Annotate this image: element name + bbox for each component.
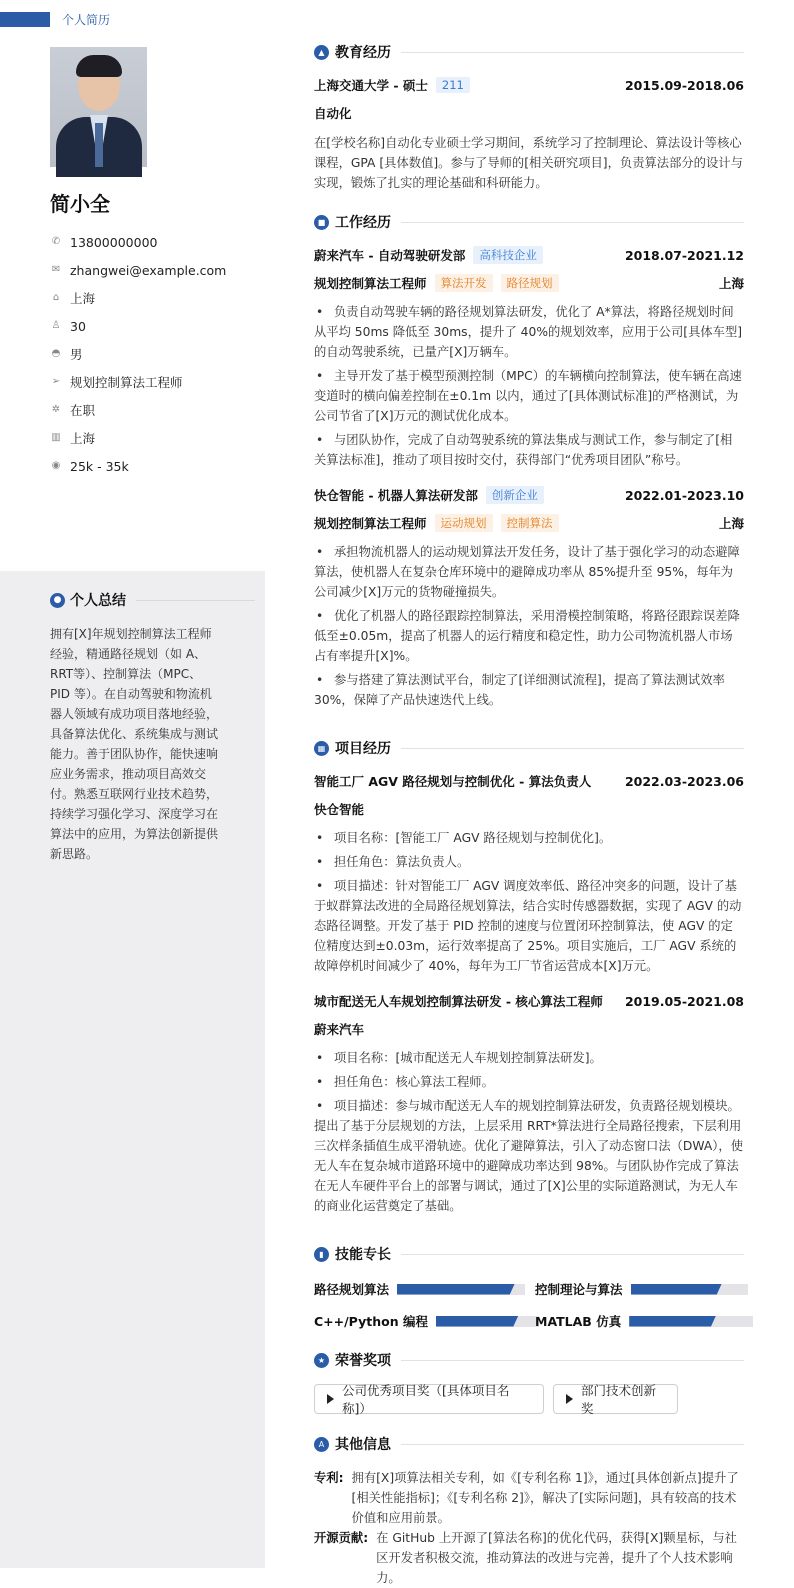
education-desc: 在[学校名称]自动化专业硕士学习期间，系统学习了控制理论、算法设计等核心课程，GPA [具体数值]。参与了导师的[相关研究项目]，负责算法部分的设计与实现，锻炼了扎实的理论基础和科研能力。 [314, 136, 743, 190]
education-dates: 2015.09-2018.06 [624, 77, 744, 93]
awards-heading: ★ 荣誉奖项 [314, 1350, 744, 1370]
user-icon: ● [50, 593, 65, 608]
briefcase-icon: ■ [314, 215, 329, 230]
age-icon: ♙ [51, 320, 61, 331]
list-item: • 项目名称：[智能工厂 AGV 路径规划与控制优化]。 [314, 828, 744, 848]
skill-bar [631, 1284, 748, 1295]
info-icon: A [314, 1437, 329, 1452]
project-header [314, 772, 744, 790]
skill-bar-fill [436, 1316, 518, 1327]
list-item: • 项目名称：[城市配送无人车规划控制算法研发]。 [314, 1048, 744, 1068]
contact-gender: ◓ 男 [51, 347, 83, 362]
divider [401, 1360, 744, 1361]
other-key: 专利: [314, 1471, 344, 1485]
list-item: • 担任角色：算法负责人。 [314, 852, 744, 872]
job-dates: 2022.01-2023.10 [624, 487, 744, 503]
company-name: 蔚来汽车 - 自动驾驶研发部 [314, 248, 466, 263]
skill-bar-fill [631, 1284, 722, 1295]
school-name: 上海交通大学 - 硕士 [314, 78, 428, 93]
list-item: • 负责自动驾驶车辆的路径规划算法研发，优化了 A*算法，将路径规划时间从平均 50ms 降低至 30ms，提升了 40%的规划效率，应用于公司[具体车型]的自动驾驶系统，已量产[X]万辆车。 [314, 302, 744, 362]
contact-salary: ◉ 25k - 35k [51, 458, 129, 474]
other-item [314, 1468, 744, 1528]
contact-list [50, 228, 260, 480]
contact-position: ➢ 规划控制算法工程师 [51, 375, 183, 390]
play-icon [327, 1394, 334, 1404]
list-item: • 与团队协作，完成了自动驾驶系统的算法集成与测试工作，参与制定了[相关算法标准]，推动了项目按时交付，获得部门“优秀项目团队”称号。 [314, 430, 744, 470]
project-company: 蔚来汽车 [314, 1022, 365, 1037]
gender-icon: ◓ [51, 348, 61, 359]
job-role-row [314, 514, 744, 532]
skill-name: 路径规划算法 [314, 1282, 390, 1297]
skill-bar-fill [629, 1316, 716, 1327]
other-heading: A 其他信息 [314, 1434, 744, 1454]
skill-name: MATLAB 仿真 [535, 1314, 622, 1329]
major-row [314, 104, 744, 122]
job-city: 上海 [718, 276, 744, 291]
education-heading: ▲ 教育经历 [314, 42, 744, 62]
skill-bar-fill [397, 1284, 515, 1295]
skill-item [535, 1280, 748, 1298]
other-value: 拥有[X]项算法相关专利，如《[专利名称 1]》，通过[具体创新点]提升了[相关性能指标]；《[专利名称 2]》，解决了[实际问题]，具有较高的技术价值和应用前景。 [351, 1471, 739, 1525]
send-icon: ➢ [51, 376, 61, 387]
skill-item [535, 1312, 753, 1330]
play-icon [566, 1394, 573, 1404]
contact-age: ♙ 30 [51, 318, 86, 334]
award-item: 部门技术创新奖 [553, 1384, 678, 1414]
job-role: 规划控制算法工程师 [314, 276, 427, 291]
resume-tag [0, 12, 110, 27]
project-dates: 2022.03-2023.06 [624, 773, 744, 789]
education-row [314, 76, 744, 94]
mail-icon: ✉ [51, 264, 61, 275]
list-item: • 担任角色：核心算法工程师。 [314, 1072, 744, 1092]
contact-phone: ✆ 13800000000 [51, 234, 158, 250]
skill-tag: 算法开发 [435, 274, 493, 292]
skill-name: C++/Python 编程 [314, 1314, 428, 1329]
list-item: • 主导开发了基于模型预测控制（MPC）的车辆横向控制算法，使车辆在高速变道时的横向偏差控制在±0.1m 以内，通过了[具体测试标准]的严格测试，为公司节省了[X]万元的测试优化成本。 [314, 366, 744, 426]
other-item [314, 1528, 744, 1588]
divider [401, 748, 744, 749]
salary-icon: ◉ [51, 460, 61, 471]
grid-icon: ▦ [314, 741, 329, 756]
company-name: 快仓智能 - 机器人算法研发部 [314, 488, 478, 503]
resume-tag-label: 个人简历 [62, 13, 111, 27]
avatar [50, 47, 147, 167]
divider [136, 600, 255, 601]
list-item: • 优化了机器人的路径跟踪控制算法，采用滑模控制策略，将路径跟踪误差降低至±0.05m，提高了机器人的运行精度和稳定性，助力公司物流机器人市场占有率提升[X]%。 [314, 606, 744, 666]
project-company-row [314, 1020, 744, 1038]
company-badge: 高科技企业 [473, 246, 543, 264]
bar-chart-icon: ▮ [314, 1247, 329, 1262]
skill-bar [629, 1316, 753, 1327]
divider [401, 1444, 744, 1445]
project-name: 城市配送无人车规划控制算法研发 - 核心算法工程师 [314, 994, 603, 1009]
work-heading: ■ 工作经历 [314, 212, 744, 232]
skill-tag: 路径规划 [501, 274, 559, 292]
contact-email: ✉ zhangwei@example.com [51, 262, 227, 278]
skills-heading: ▮ 技能专长 [314, 1244, 744, 1264]
tag-bar [0, 12, 50, 27]
divider [401, 222, 744, 223]
award-icon: ★ [314, 1353, 329, 1368]
skill-name: 控制理论与算法 [535, 1282, 623, 1297]
divider [401, 52, 744, 53]
skill-item [314, 1280, 525, 1298]
skill-tag: 控制算法 [501, 514, 559, 532]
project-header [314, 992, 744, 1010]
skill-bar [436, 1316, 539, 1327]
divider [401, 1254, 744, 1255]
graduation-cap-icon: ▲ [314, 45, 329, 60]
home-icon: ⌂ [52, 292, 60, 303]
projects-heading: ▦ 项目经历 [314, 738, 744, 758]
project-name: 智能工厂 AGV 路径规划与控制优化 - 算法负责人 [314, 774, 592, 789]
job-header [314, 486, 744, 504]
job-role-row [314, 274, 744, 292]
list-item: • 项目描述：参与城市配送无人车的规划控制算法研发，负责路径规划模块。提出了基于分层规划的方法，上层采用 RRT*算法进行全局路径搜索，下层利用三次样条插值生成平滑轨迹。优化了避障算法，引入了动态窗口法（DWA），使无人车在复杂城市道路环境中的避障成功率达到 98%。与团队协作完成了算法在无人车硬件平台上的部署与调试，通过了[X]公里的实际道路测试，为无人车的商业化运营奠定了基础。 [314, 1096, 744, 1216]
summary-text: 拥有[X]年规划控制算法工程师经验，精通路径规划（如 A、RRT等）、控制算法（MPC、PID 等）。在自动驾驶和物流机器人领域有成功项目落地经验，具备算法优化、系统集成与测试能力。善于团队协作，能快速响应业务需求，推动项目高效交付。熟悉互联网行业技术趋势，持续学习强化学习、深度学习在算法中的应用，为算法创新提供新思路。 [50, 627, 219, 861]
company-badge: 创新企业 [486, 486, 544, 504]
job-dates: 2018.07-2021.12 [624, 247, 744, 263]
summary-heading: ● 个人总结 [50, 590, 255, 610]
contact-home: ⌂ 上海 [50, 284, 260, 312]
project-dates: 2019.05-2021.08 [624, 993, 744, 1009]
project-company-row [314, 800, 744, 818]
skill-bar [397, 1284, 525, 1295]
building-icon: ▥ [51, 432, 61, 443]
award-item: 公司优秀项目奖（[具体项目名称]） [314, 1384, 544, 1414]
job-city: 上海 [718, 516, 744, 531]
major: 自动化 [314, 106, 352, 121]
project-company: 快仓智能 [314, 802, 365, 817]
status-icon: ✲ [51, 404, 61, 415]
job-header [314, 246, 744, 264]
skill-item [314, 1312, 539, 1330]
contact-city: ▥ 上海 [51, 431, 96, 446]
job-role: 规划控制算法工程师 [314, 516, 427, 531]
school-badge: 211 [436, 77, 470, 93]
list-item: • 承担物流机器人的运动规划算法开发任务，设计了基于强化学习的动态避障算法，使机器人在复杂仓库环境中的避障成功率从 85%提升至 95%，每年为公司减少[X]万元的货物碰撞损失。 [314, 542, 744, 602]
other-key: 开源贡献: [314, 1531, 369, 1545]
phone-icon: ✆ [51, 236, 61, 247]
other-value: 在 GitHub 上开源了[算法名称]的优化代码，获得[X]颗星标，与社区开发者积极交流，推动算法的改进与完善，提升了个人技术影响力。 [376, 1531, 737, 1585]
skill-tag: 运动规划 [435, 514, 493, 532]
contact-status: ✲ 在职 [51, 403, 96, 418]
list-item: • 参与搭建了算法测试平台，制定了[详细测试流程]，提高了算法测试效率 30%，保障了产品快速迭代上线。 [314, 670, 744, 710]
profile-name: 简小全 [50, 192, 110, 216]
list-item: • 项目描述：针对智能工厂 AGV 调度效率低、路径冲突多的问题，设计了基于蚁群算法改进的全局路径规划算法，结合实时传感器数据，实现了 AGV 的动态路径调整。开发了基于 PID 控制的速度与位置闭环控制算法，使 AGV 的定位精度达到±0.03m，运行效率提高了 25%。项目实施后，工厂 AGV 系统的故障停机时间减少了 40%，每年为工厂节省运营成本[X]万元。 [314, 876, 744, 976]
